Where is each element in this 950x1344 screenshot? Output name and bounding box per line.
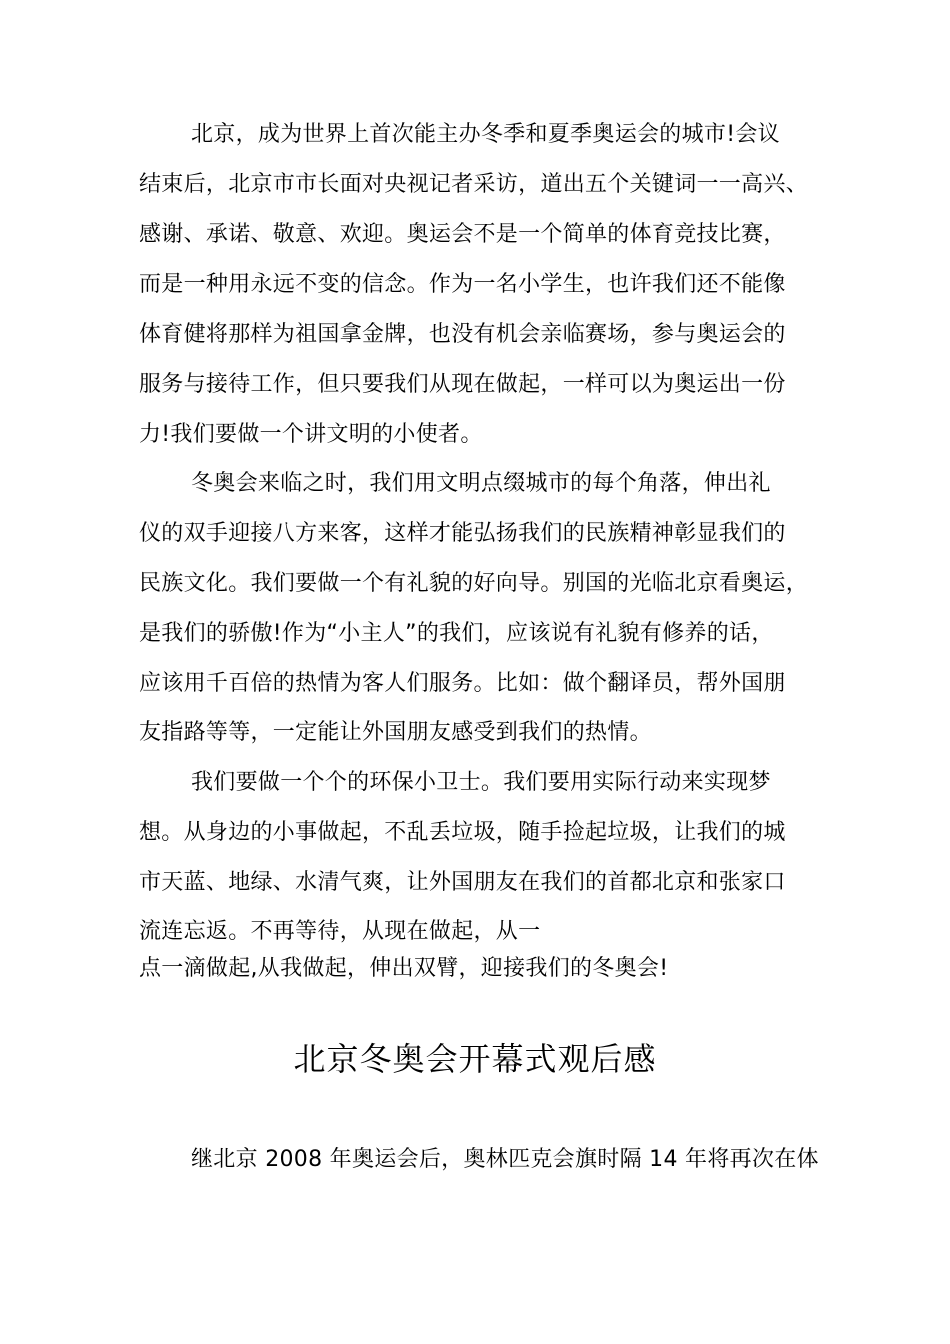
paragraph-line: 感谢、承诺、敬意、欢迎。奥运会不是一个简单的体育竞技比赛， [139,222,786,247]
paragraph-line: 继北京 2008 年奥运会后，奥林匹克会旗时隔 14 年将再次在体 [191,1147,819,1172]
paragraph-line: 服务与接待工作，但只要我们从现在做起，一样可以为奥运出一份 [139,372,786,397]
paragraph-line: 点一滴做起,从我做起，伸出双臂，迎接我们的冬奥会! [139,956,669,981]
paragraph-line: 市天蓝、地绿、水清气爽，让外国朋友在我们的首都北京和张家口 [139,870,786,895]
paragraph-line: 是我们的骄傲!作为“小主人”的我们，应该说有礼貌有修养的话， [139,621,774,646]
paragraph-line: 想。从身边的小事做起，不乱丢垃圾，随手捡起垃圾，让我们的城 [139,820,786,845]
paragraph-line: 我们要做一个个的环保小卫士。我们要用实际行动来实现梦 [191,770,771,795]
paragraph-line: 体育健将那样为祖国拿金牌，也没有机会亲临赛场，参与奥运会的 [139,322,786,347]
paragraph-line: 力!我们要做一个讲文明的小使者。 [139,422,483,447]
paragraph-line: 友指路等等，一定能让外国朋友感受到我们的热情。 [139,720,652,745]
paragraph-line: 而是一种用永远不变的信念。作为一名小学生，也许我们还不能像 [139,272,786,297]
section-heading: 北京冬奥会开幕式观后感 [293,1040,657,1078]
paragraph-line: 结束后，北京市市长面对央视记者采访，道出五个关键词一一高兴、 [139,172,809,197]
paragraph-line: 北京，成为世界上首次能主办冬季和夏季奥运会的城市!会议 [191,122,780,147]
paragraph-line: 仪的双手迎接八方来客，这样才能弘扬我们的民族精神彰显我们的 [139,521,786,546]
paragraph-line: 流连忘返。不再等待，从现在做起，从一 [139,919,541,944]
paragraph-line: 冬奥会来临之时，我们用文明点缀城市的每个角落，伸出礼 [191,471,771,496]
paragraph-line: 应该用千百倍的热情为客人们服务。比如：做个翻译员，帮外国朋 [139,671,786,696]
paragraph-line: 民族文化。我们要做一个有礼貌的好向导。别国的光临北京看奥运， [139,571,809,596]
